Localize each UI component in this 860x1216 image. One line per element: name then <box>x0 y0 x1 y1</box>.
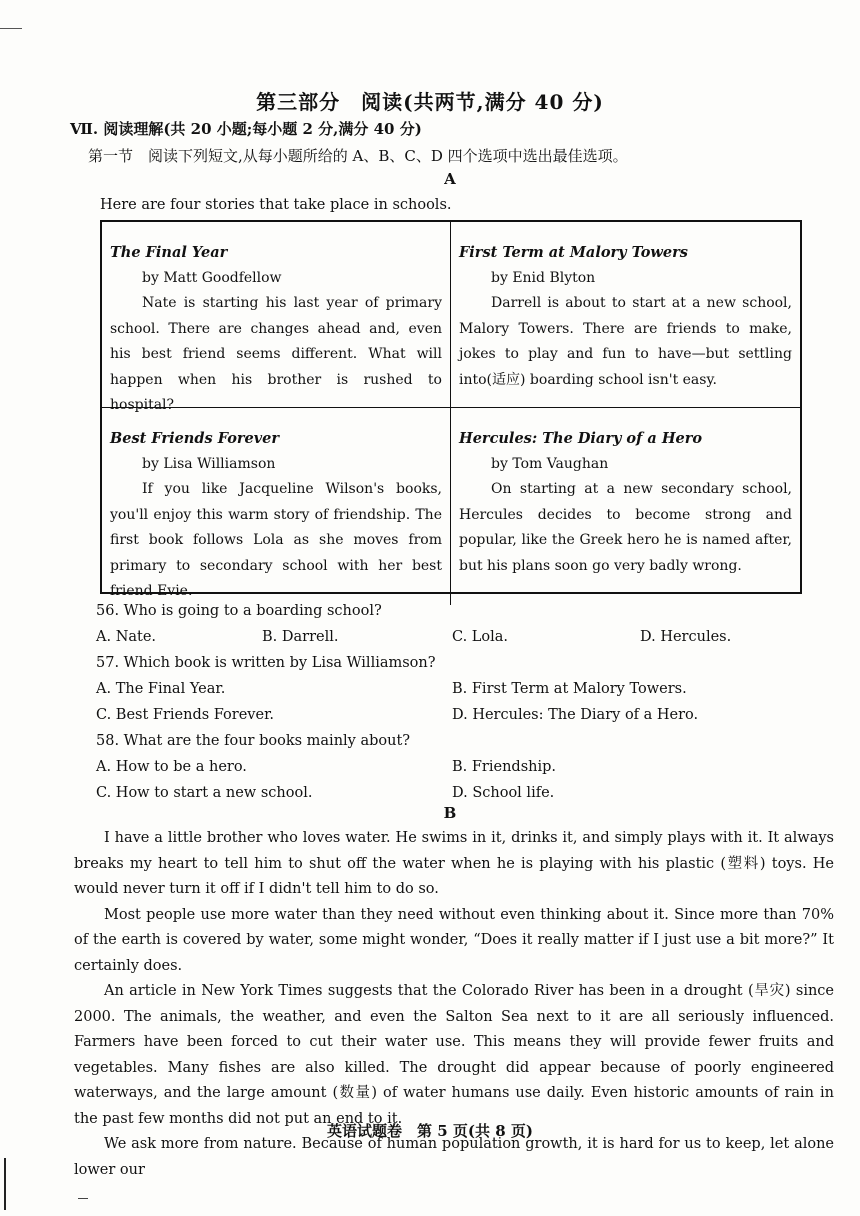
passage-a-letter: A <box>444 170 456 188</box>
top-left-rule <box>0 28 22 29</box>
book-author: by Lisa Williamson <box>142 455 276 472</box>
book-description: If you like Jacqueline Wilson's books, you'll enjoy this warm story of friendship. The first book follows Lola as she moves from primary to secondary school with her best friend Evie. <box>110 481 442 599</box>
question-58-options-row1 <box>96 754 816 780</box>
question-56-stem: 56. Who is going to a boarding school? <box>96 603 382 619</box>
book-description: On starting at a new secondary school, Hercules decides to become strong and popular, like the Greek hero he is named after, but his plans soon go very badly wrong. <box>459 481 792 574</box>
option-c: C. Best Friends Forever. <box>96 707 275 723</box>
option-a: A. Nate. <box>96 629 157 645</box>
book-cell-best-friends <box>102 408 451 605</box>
section-heading: Ⅶ. 阅读理解(共 20 小题;每小题 2 分,满分 40 分) <box>70 120 422 138</box>
scan-edge-mark <box>4 1158 6 1210</box>
passage-a-intro: Here are four stories that take place in schools. <box>100 197 452 213</box>
section-instruction: 第一节 阅读下列短文,从每小题所给的 A、B、C、D 四个选项中选出最佳选项。 <box>88 147 628 165</box>
passage-b-letter: B <box>443 804 457 822</box>
question-56-options <box>96 624 816 650</box>
page-footer: 英语试题卷 第 5 页(共 8 页) <box>327 1122 533 1140</box>
option-a: A. How to be a hero. <box>96 759 247 775</box>
question-57-stem: 57. Which book is written by Lisa Williamson? <box>96 655 436 671</box>
question-57-options-row1 <box>96 676 816 702</box>
book-description: Darrell is about to start at a new school, Malory Towers. There are friends to make, jokes to play and fun to have—but settling into(适应) boarding school isn't easy. <box>459 295 792 388</box>
book-title: First Term at Malory Towers <box>459 244 688 261</box>
option-b: B. Friendship. <box>452 759 557 775</box>
option-c: C. Lola. <box>452 629 509 645</box>
book-table <box>100 220 802 599</box>
passage-b-paragraph: Most people use more water than they need without even thinking about it. Since more than 70% of the earth is covered by water, some might wonder, “Does it really matter if I just use a bit more?” It certainly does. <box>74 906 834 974</box>
option-a: A. The Final Year. <box>96 681 226 697</box>
part-title: 第三部分 阅读(共两节,满分 40 分) <box>256 90 604 114</box>
book-author: by Enid Blyton <box>491 269 596 286</box>
option-d: D. School life. <box>452 785 555 801</box>
scan-dash-mark <box>78 1198 88 1199</box>
book-author: by Matt Goodfellow <box>142 269 282 286</box>
question-list <box>96 598 816 806</box>
book-cell-final-year <box>102 222 451 413</box>
option-d: D. Hercules: The Diary of a Hero. <box>452 707 699 723</box>
option-d: D. Hercules. <box>640 629 732 645</box>
book-description: Nate is starting his last year of primary school. There are changes ahead and, even his best friend seems different. What will happen when his brother is rushed to hospital? <box>110 295 442 413</box>
passage-b-paragraph: We ask more from nature. Because of human population growth, it is hard for us to keep, let alone lower our <box>74 1136 834 1178</box>
book-title: Best Friends Forever <box>110 430 280 447</box>
option-c: C. How to start a new school. <box>96 785 313 801</box>
question-58-stem: 58. What are the four books mainly about? <box>96 733 411 749</box>
option-b: B. First Term at Malory Towers. <box>452 681 687 697</box>
book-cell-malory-towers <box>451 222 800 408</box>
book-author: by Tom Vaughan <box>491 455 609 472</box>
passage-b-paragraph: An article in New York Times suggests that the Colorado River has been in a drought (旱灾) since 2000. The animals, the weather, and even the Salton Sea next to it are all seriously influenced. Farmers have been forced to cut their water use. This means they will provide fewer fruits and vegetables. Many fishes are also killed. The drought did appear because of poorly engineered waterways, and the large amount (数量) of water humans use daily. Even historic amounts of rain in the past few months did not put an end to it. <box>74 983 834 1127</box>
book-title: The Final Year <box>110 244 228 261</box>
question-57-options-row2 <box>96 702 816 728</box>
book-cell-hercules <box>451 408 800 605</box>
book-title: Hercules: The Diary of a Hero <box>459 430 703 447</box>
option-b: B. Darrell. <box>262 629 339 645</box>
question-58-options-row2 <box>96 780 816 806</box>
passage-b-paragraph: I have a little brother who loves water. He swims in it, drinks it, and simply plays with it. It always breaks my heart to tell him to shut off the water when he is playing with his plastic (塑料) toys. He would never turn it off if I didn't tell him to do so. <box>74 830 834 897</box>
